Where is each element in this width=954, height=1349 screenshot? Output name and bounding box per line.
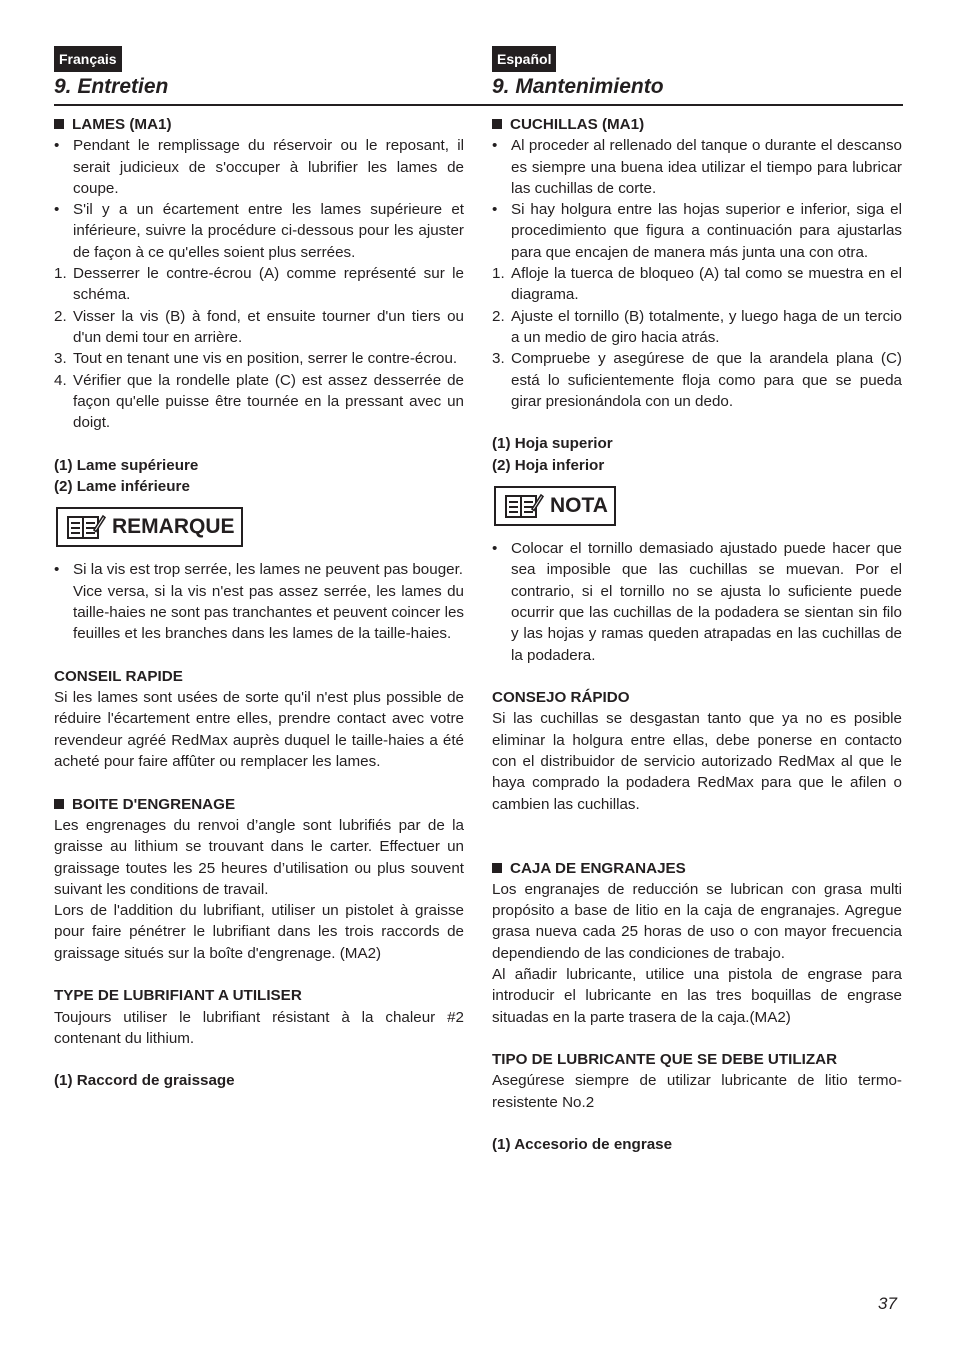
list-marker: 2. xyxy=(492,307,505,325)
heading-text: BOITE D'ENGRENAGE xyxy=(72,795,236,813)
section-heading xyxy=(54,114,464,135)
list-item-text: Afloje la tuerca de bloqueo (A) tal como se muestra en el diagrama. xyxy=(511,265,902,304)
list-marker: 1. xyxy=(54,265,67,283)
notebook-icon xyxy=(504,493,544,519)
list-item-text: Si hay holgura entre las hojas superior e inferior, siga el procedimiento que figura a continuación para ajustarlas para que encajen de manera más junta una con otra. xyxy=(511,201,902,261)
heading-text: (2) Lame inférieure xyxy=(54,478,190,496)
section-heading xyxy=(54,666,464,687)
list-item xyxy=(54,370,464,434)
list-marker: • xyxy=(54,137,60,155)
spacer xyxy=(492,666,902,687)
list-item-text: Al proceder al rellenado del tanque o durante el descanso es siempre una buena idea utilizar el tiempo para lubricar las cuchillas de corte. xyxy=(511,137,902,197)
square-bullet-icon xyxy=(54,119,64,129)
section-title-french: 9. Entretien xyxy=(54,75,169,98)
list-item-text: Desserrer le contre-écrou (A) comme représenté sur le schéma. xyxy=(73,265,464,304)
paragraph: Asegúrese siempre de utilizar lubricante de litio termo-resistente No.2 xyxy=(492,1072,902,1111)
section-heading xyxy=(54,455,464,476)
left-column-header xyxy=(54,46,464,101)
list-marker: 3. xyxy=(492,350,505,368)
section-title-spanish: 9. Mantenimiento xyxy=(492,75,664,98)
list-marker: 4. xyxy=(54,371,67,389)
section-heading xyxy=(54,794,464,815)
language-tab-french: Français xyxy=(54,46,122,72)
paragraph: Los engranajes de reducción se lubrican con grasa multi propósito a base de litio en la caja de engranajes. Agregue grasa nueva cada 25 horas de uso o con mayor frecuencia dependiendo de las condiciones de trabajo. xyxy=(492,880,902,962)
heading-text: CONSEJO RÁPIDO xyxy=(492,689,630,707)
heading-text: CUCHILLAS (MA1) xyxy=(510,116,645,133)
french-content xyxy=(54,114,464,1092)
section-heading xyxy=(492,1049,902,1070)
list-item xyxy=(492,199,902,263)
spacer xyxy=(54,645,464,666)
list-marker: • xyxy=(492,201,498,219)
list-marker: • xyxy=(492,137,498,155)
indented-paragraph: Vice versa, si la vis n'est pas assez serrée, les lames du taille-haies ne sont pas tranchantes et peuvent coincer les feuilles et les branches dans les lames de la taille-haies. xyxy=(73,582,464,643)
right-column-header xyxy=(492,46,902,101)
list-item-text: Colocar el tornillo demasiado ajustado puede hacer que sea imposible que las cuchillas se muevan. Por el contrario, si el tornillo no se ajusta lo suficiente puede ocurrir que las cuchillas de la podadera se sientan sin filo y las hojas y ramas queden atrapadas en las cuchillas de la podadera. xyxy=(511,540,902,664)
list-marker: 2. xyxy=(54,307,67,325)
section-heading xyxy=(492,433,902,454)
list-item-text: Compruebe y asegúrese de que la arandela plana (C) está lo suficientemente floja como para que se pueda girar presionándola con un dedo. xyxy=(511,350,902,410)
list-marker: • xyxy=(492,540,498,558)
list-item-text: Vérifier que la rondelle plate (C) est assez desserrée de façon qu'elle puisse être tournée en la pressant avec un doigt. xyxy=(73,371,464,432)
heading-text: (1) Lame supérieure xyxy=(54,456,199,474)
paragraph: Si les lames sont usées de sorte qu'il n'est plus possible de réduire l'écartement entre elles, prendre contact avec votre revendeur agréé RedMax auprès duquel le taille-haies a été acheté pour faire affûter ou remplacer les lames. xyxy=(54,689,464,771)
heading-text: TYPE DE LUBRIFIANT A UTILISER xyxy=(54,987,302,1005)
list-item-text: Si la vis est trop serrée, les lames ne peuvent pas bouger. xyxy=(73,561,464,579)
section-heading xyxy=(54,476,464,497)
section-heading xyxy=(492,858,902,879)
list-marker: 3. xyxy=(54,350,67,368)
list-item xyxy=(54,348,464,369)
spacer xyxy=(54,772,464,793)
page-number: 37 xyxy=(878,1294,897,1313)
square-bullet-icon xyxy=(492,863,502,873)
note-label: NOTA xyxy=(550,494,608,518)
paragraph: Si las cuchillas se desgastan tanto que ya no es posible eliminar la holgura entre ellas, debe ponerse en contacto con el distribuidor de servicio autorizado RedMax al que le haya comprado la podadera RedMax para que le afilen o cambien las cuchillas. xyxy=(492,710,902,813)
list-marker: • xyxy=(54,201,60,219)
list-item-text: Pendant le remplissage du réservoir ou le reposant, il serait judicieux de s'occuper à lubrifier les lames de coupe. xyxy=(73,137,464,197)
spacer xyxy=(492,1113,902,1134)
list-item xyxy=(54,306,464,349)
spacer xyxy=(492,412,902,433)
spanish-content xyxy=(492,114,902,1156)
heading-text: (1) Accesorio de engrase xyxy=(492,1136,673,1154)
heading-text: (2) Hoja inferior xyxy=(492,456,605,474)
list-item xyxy=(54,559,464,580)
square-bullet-icon xyxy=(54,799,64,809)
section-heading xyxy=(492,114,902,135)
heading-text: LAMES (MA1) xyxy=(72,116,172,133)
spacer xyxy=(54,433,464,454)
list-item-text: S'il y a un écartement entre les lames supérieure et inférieure, suivre la procédure ci-dessous pour les ajuster de façon à ce qu'elles soient plus serrées. xyxy=(73,201,464,261)
spacer xyxy=(54,1049,464,1070)
list-marker: 1. xyxy=(492,265,505,283)
list-item xyxy=(54,135,464,199)
paragraph: Al añadir lubricante, utilice una pistola de engrase para introducir el lubricante en las tres boquillas de engrase situadas en la parte trasera de la caja.(MA2) xyxy=(492,965,902,1026)
list-item xyxy=(54,199,464,263)
section-heading xyxy=(54,1070,464,1091)
section-heading xyxy=(492,687,902,708)
list-item xyxy=(492,135,902,199)
list-item-text: Visser la vis (B) à fond, et ensuite tourner d'un tiers ou d'un demi tour en arrière. xyxy=(73,307,464,346)
language-tab-spanish: Español xyxy=(492,46,556,72)
title-rule xyxy=(54,104,903,106)
heading-text: CAJA DE ENGRANAJES xyxy=(510,859,686,877)
paragraph: Lors de l'addition du lubrifiant, utiliser un pistolet à graisse pour faire pénétrer le lubrifiant dans les trois raccords de graissage situés sur la boîte d'engrenage. (MA2) xyxy=(54,902,464,962)
list-item xyxy=(492,306,902,349)
list-item xyxy=(492,538,902,666)
spacer xyxy=(492,1028,902,1049)
notebook-icon xyxy=(66,514,106,540)
spacer xyxy=(492,815,902,858)
list-item-text: Ajuste el tornillo (B) totalmente, y luego haga de un tercio a un medio de giro hacia atrás. xyxy=(511,307,902,346)
note-box xyxy=(56,507,243,547)
section-heading xyxy=(492,1134,902,1155)
section-heading xyxy=(54,985,464,1006)
list-item xyxy=(54,263,464,306)
paragraph: Toujours utiliser le lubrifiant résistant à la chaleur #2 contenant du lithium. xyxy=(54,1008,464,1047)
square-bullet-icon xyxy=(492,119,502,129)
list-item xyxy=(492,263,902,306)
heading-text: (1) Hoja superior xyxy=(492,435,613,453)
list-item xyxy=(492,348,902,412)
note-label: REMARQUE xyxy=(112,515,235,539)
section-heading xyxy=(492,455,902,476)
list-marker: • xyxy=(54,561,60,579)
spacer xyxy=(54,964,464,985)
paragraph: Les engrenages du renvoi d’angle sont lubrifiés par de la graisse au lithium se trouvant dans le carter. Effectuer un graissage toutes les 25 heures d’utilisation ou plus souvent suivant les conditions de travail. xyxy=(54,816,464,898)
note-box xyxy=(494,486,616,526)
list-item-text: Tout en tenant une vis en position, serrer le contre-écrou. xyxy=(73,350,458,368)
heading-text: (1) Raccord de graissage xyxy=(54,1072,235,1090)
heading-text: CONSEIL RAPIDE xyxy=(54,667,183,685)
heading-text: TIPO DE LUBRICANTE QUE SE DEBE UTILIZAR xyxy=(492,1051,838,1069)
